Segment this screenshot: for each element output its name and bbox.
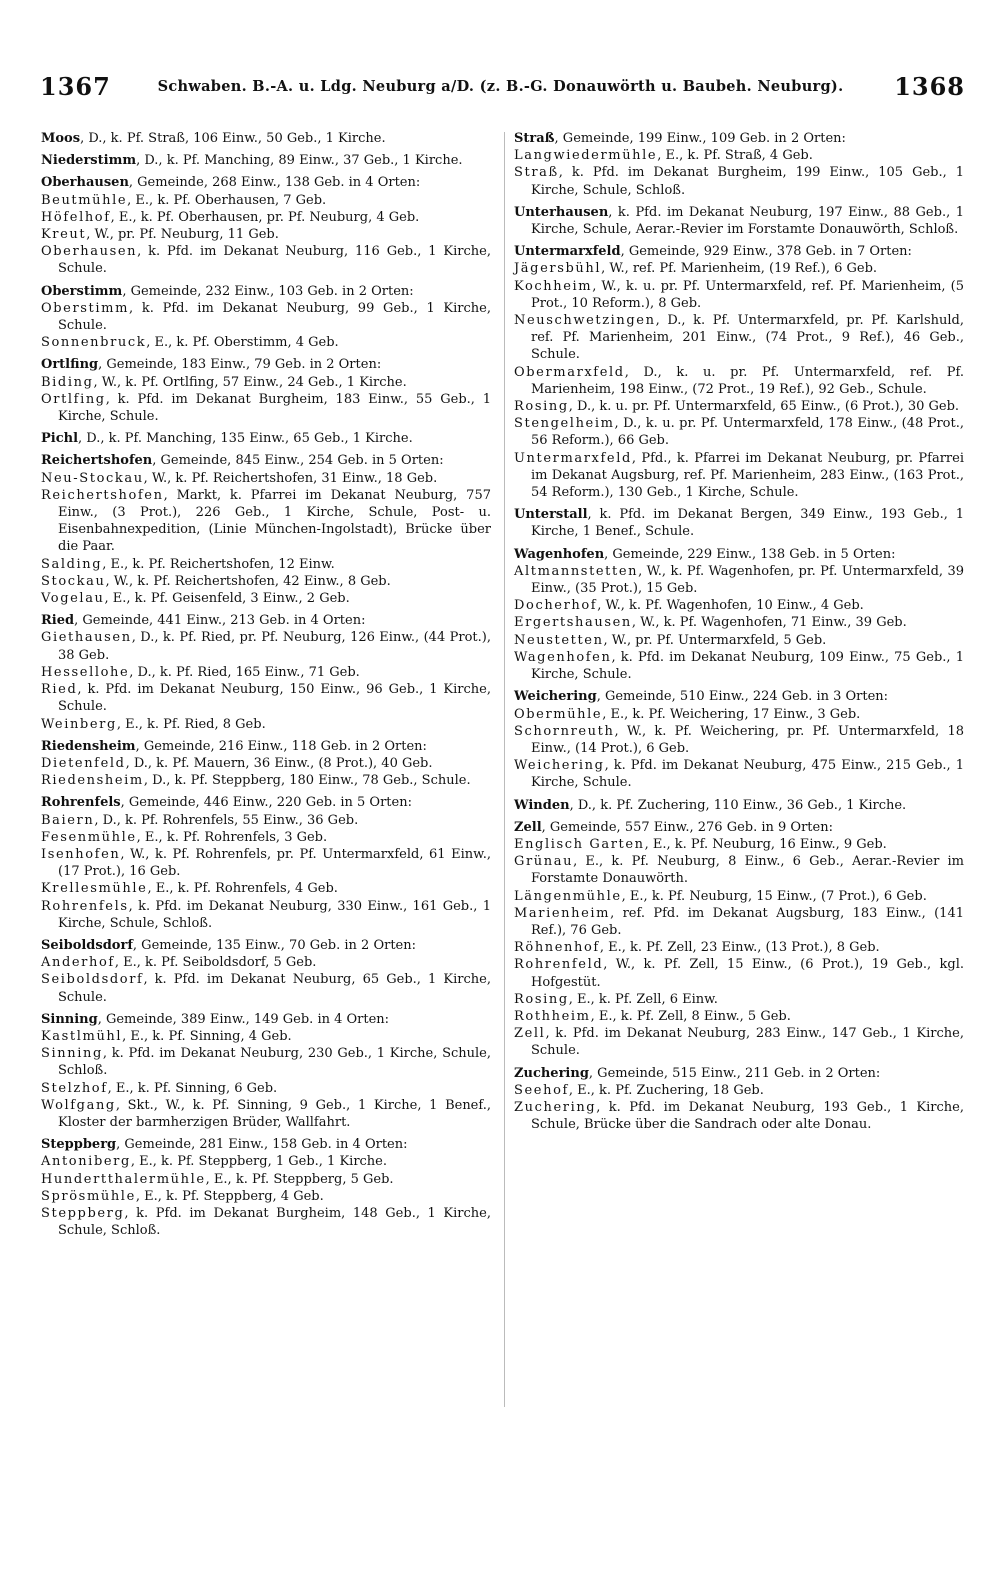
municipality-name: Rohrenfels — [41, 795, 121, 811]
municipality-block — [514, 546, 964, 684]
locality-details: , E., k. Pf. Straß, 4 Geb. — [657, 148, 813, 164]
locality-entry — [41, 556, 491, 573]
locality-name: Anderhof — [41, 955, 115, 971]
locality-details: , E., k. Pf. Rohrenfels, 3 Geb. — [136, 829, 328, 845]
locality-name: Hundertthalermühle — [41, 1171, 206, 1187]
municipality-entry — [41, 452, 491, 469]
locality-entry — [514, 364, 964, 398]
municipality-name: Weichering — [514, 689, 597, 705]
municipality-name: Oberhausen — [41, 175, 129, 191]
locality-entry — [41, 470, 491, 487]
locality-name: Zell — [514, 1026, 546, 1042]
locality-entry — [41, 829, 491, 846]
locality-details: , W., k. Pf. Wagenhofen, 10 Einw., 4 Geb. — [597, 598, 864, 614]
locality-entry — [514, 836, 964, 853]
locality-entry — [514, 1008, 964, 1025]
locality-name: Neustetten — [514, 632, 604, 648]
locality-details: , D., k. Pf. Ried, 165 Einw., 71 Geb. — [129, 664, 360, 680]
locality-details: , E., k. Pf. Sinning, 4 Geb. — [122, 1028, 292, 1044]
municipality-details: , Gemeinde, 229 Einw., 138 Geb. in 5 Orten: — [604, 546, 896, 562]
locality-details: , E., k. Pf. Neuburg, 8 Einw., 6 Geb., Aerar.-Revier im Forstamte Donauwörth. — [531, 854, 964, 887]
locality-details: , W., pr. Pf. Untermarxfeld, 5 Geb. — [603, 632, 827, 648]
locality-details: , E., k. Pf. Rohrenfels, 4 Geb. — [147, 881, 338, 897]
municipality-block — [514, 506, 964, 540]
locality-name: Krellesmühle — [41, 881, 148, 897]
municipality-block — [41, 283, 491, 352]
municipality-name: Wagenhofen — [514, 546, 605, 562]
locality-details: , k. Pfd. im Dekanat Burgheim, 148 Geb., 1 Kirche, Schule, Schloß. — [58, 1205, 491, 1239]
municipality-entry — [514, 546, 964, 563]
municipality-details: , Gemeinde, 510 Einw., 224 Geb. in 3 Orten: — [596, 689, 889, 705]
municipality-details: , D., k. Pf. Manching, 89 Einw., 37 Geb., 1 Kirche. — [136, 153, 463, 169]
municipality-entry — [41, 283, 491, 300]
municipality-details: , k. Pfd. im Dekanat Bergen, 349 Einw., 193 Geb., 1 Kirche, 1 Benef., Schule. — [531, 507, 964, 540]
municipality-name: Sinning — [41, 1011, 98, 1027]
locality-name: Englisch Garten — [514, 836, 645, 852]
locality-details: , W., k. Pf. Zell, 15 Einw., (6 Prot.), 19 Geb., kgl. Hofgestüt. — [531, 957, 964, 990]
locality-entry — [514, 312, 964, 364]
locality-name: Jägersbühl — [514, 261, 602, 277]
municipality-details: , D., k. Pf. Manching, 135 Einw., 65 Geb., 1 Kirche. — [78, 431, 413, 447]
locality-name: Ortlfing — [41, 391, 106, 407]
locality-name: Sinning — [41, 1046, 103, 1062]
locality-name: Antoniberg — [41, 1154, 131, 1170]
locality-name: Sprösmühle — [41, 1188, 136, 1204]
locality-details: , E., k. Pf. Geisenfeld, 3 Einw., 2 Geb. — [104, 591, 350, 607]
locality-entry — [514, 563, 964, 597]
municipality-name: Zell — [514, 819, 542, 835]
municipality-block — [514, 688, 964, 791]
locality-entry — [41, 374, 491, 391]
locality-name: Stockau — [41, 573, 106, 589]
municipality-block — [41, 452, 491, 607]
locality-name: Weichering — [514, 758, 605, 774]
locality-details: , E., k. Pf. Zell, 8 Einw., 5 Geb. — [590, 1008, 791, 1024]
locality-name: Marienheim — [514, 905, 611, 921]
locality-name: Stengelheim — [514, 416, 615, 432]
locality-details: , k. Pfd. im Dekanat Neuburg, 116 Geb., 1 Kirche, Schule. — [58, 244, 491, 277]
locality-details: , E., k. Pf. Seiboldsdorf, 5 Geb. — [114, 955, 317, 971]
municipality-entry — [514, 688, 964, 705]
locality-details: , k. Pfd. im Dekanat Neuburg, 65 Geb., 1 Kirche, Schule. — [58, 972, 491, 1005]
locality-entry — [41, 681, 491, 715]
locality-entry — [41, 971, 491, 1005]
locality-name: Neuschwetzingen — [514, 313, 656, 329]
locality-name: Salding — [41, 556, 103, 572]
locality-name: Kastlmühl — [41, 1028, 123, 1044]
locality-name: Längenmühle — [514, 888, 622, 904]
municipality-name: Seiboldsdorf — [41, 937, 133, 953]
municipality-entry — [41, 738, 491, 755]
municipality-entry — [41, 152, 491, 169]
locality-details: , Markt, k. Pfarrei im Dekanat Neuburg, 757 Einw., (3 Prot.), 226 Geb., 1 Kirche, Schule, Post- u. Eisenbahnexpedition, (Linie München-Ingolstadt), Brücke über die Paar. — [58, 487, 491, 555]
municipality-block — [514, 243, 964, 501]
locality-details: , E., k. Pf. Neuburg, 16 Einw., 9 Geb. — [644, 836, 887, 852]
municipality-entry — [514, 1065, 964, 1082]
locality-details: , E., k. Pf. Neuburg, 15 Einw., (7 Prot.), 6 Geb. — [621, 888, 927, 904]
locality-details: , D., k. Pf. Mauern, 36 Einw., (8 Prot.), 40 Geb. — [125, 755, 433, 771]
municipality-details: , Gemeinde, 515 Einw., 211 Geb. in 2 Orten: — [588, 1065, 881, 1081]
locality-name: Giethausen — [41, 630, 132, 646]
municipality-entry — [41, 1011, 491, 1028]
municipality-details: , Gemeinde, 183 Einw., 79 Geb. in 2 Orten: — [98, 357, 382, 373]
locality-details: , Pfd., k. Pfarrei im Dekanat Neuburg, pr. Pfarrei im Dekanat Augsburg, ref. Pf. Marienheim, 283 Einw., (163 Prot., 54 Reform.), 130 Geb., 1 Kirche, Schule. — [531, 450, 964, 501]
municipality-entry — [41, 612, 491, 629]
locality-name: Biding — [41, 374, 94, 390]
locality-entry — [514, 956, 964, 990]
locality-name: Rothheim — [514, 1008, 591, 1024]
locality-entry — [514, 1025, 964, 1059]
locality-name: Rosing — [514, 399, 569, 415]
locality-entry — [41, 573, 491, 590]
locality-details: , W., k. u. pr. Pf. Untermarxfeld, ref. Pf. Marienheim, (5 Prot., 10 Reform.), 8 Geb. — [531, 278, 964, 311]
locality-entry — [41, 391, 491, 425]
locality-entry — [41, 629, 491, 663]
municipality-details: , Gemeinde, 135 Einw., 70 Geb. in 2 Orten: — [132, 937, 416, 953]
locality-entry — [41, 1097, 491, 1131]
locality-details: , W., ref. Pf. Marienheim, (19 Ref.), 6 Geb. — [601, 261, 878, 277]
locality-entry — [514, 398, 964, 415]
municipality-details: , D., k. Pf. Zuchering, 110 Einw., 36 Geb., 1 Kirche. — [569, 797, 907, 813]
municipality-block — [41, 937, 491, 1006]
municipality-block — [514, 797, 964, 814]
locality-name: Langwiedermühle — [514, 148, 658, 164]
locality-entry — [514, 706, 964, 723]
locality-entry — [41, 300, 491, 334]
locality-name: Höfelhof — [41, 209, 111, 225]
municipality-name: Moos — [41, 131, 81, 146]
locality-details: , D., k. Pf. Ried, pr. Pf. Neuburg, 126 Einw., (44 Prot.), 38 Geb. — [58, 630, 491, 663]
locality-details: , E., k. Pf. Zell, 6 Einw. — [568, 991, 718, 1007]
locality-details: , E., k. Pf. Weichering, 17 Einw., 3 Geb. — [602, 706, 861, 722]
locality-details: , k. Pfd. im Dekanat Neuburg, 109 Einw., 75 Geb., 1 Kirche, Schule. — [531, 649, 964, 683]
municipality-name: Reichertshofen — [41, 453, 153, 469]
municipality-block — [514, 130, 964, 199]
right-column — [514, 130, 964, 1138]
locality-name: Röhnenhof — [514, 940, 600, 956]
locality-name: Oberhausen — [41, 244, 138, 260]
locality-name: Reichertshofen — [41, 487, 164, 503]
locality-entry — [41, 1153, 491, 1170]
municipality-entry — [514, 797, 964, 814]
locality-name: Rosing — [514, 991, 569, 1007]
locality-entry — [514, 905, 964, 939]
municipality-details: , Gemeinde, 232 Einw., 103 Geb. in 2 Orten: — [122, 283, 414, 299]
municipality-block — [41, 738, 491, 790]
locality-details: , D., k. Pf. Rohrenfels, 55 Einw., 36 Geb. — [94, 812, 359, 828]
locality-name: Baiern — [41, 812, 95, 828]
municipality-details: , Gemeinde, 441 Einw., 213 Geb. in 4 Orten: — [74, 613, 366, 629]
locality-details: , W., k. Pf. Wagenhofen, 71 Einw., 39 Geb. — [631, 615, 907, 631]
locality-details: , k. Pfd. im Dekanat Neuburg, 475 Einw., 215 Geb., 1 Kirche, Schule. — [531, 758, 964, 791]
locality-details: , k. Pfd. im Dekanat Burgheim, 183 Einw., 55 Geb., 1 Kirche, Schule. — [58, 391, 491, 425]
municipality-details: , k. Pfd. im Dekanat Neuburg, 197 Einw., 88 Geb., 1 Kirche, Schule, Aerar.-Revier im Forstamte Donauwörth, Schloß. — [531, 204, 964, 238]
locality-entry — [41, 1205, 491, 1239]
municipality-details: , Gemeinde, 446 Einw., 220 Geb. in 5 Orten: — [120, 795, 412, 811]
municipality-name: Ried — [41, 613, 75, 629]
locality-name: Weinberg — [41, 716, 117, 732]
locality-name: Seehof — [514, 1082, 569, 1098]
municipality-block — [41, 430, 491, 447]
municipality-block — [41, 612, 491, 732]
locality-name: Schornreuth — [514, 723, 615, 739]
municipality-block — [514, 819, 964, 1060]
locality-details: , k. Pfd. im Dekanat Burgheim, 199 Einw., 105 Geb., 1 Kirche, Schule, Schloß. — [531, 165, 964, 198]
municipality-block — [514, 1065, 964, 1134]
locality-entry — [514, 164, 964, 198]
locality-entry — [514, 278, 964, 312]
locality-name: Rohrenfeld — [514, 957, 604, 973]
locality-entry — [41, 1045, 491, 1079]
municipality-entry — [41, 130, 491, 147]
locality-entry — [514, 415, 964, 449]
locality-name: Isenhofen — [41, 846, 121, 862]
locality-name: Straß — [514, 165, 559, 181]
municipality-name: Steppberg — [41, 1137, 117, 1153]
locality-name: Kochheim — [514, 278, 593, 294]
locality-entry — [514, 888, 964, 905]
municipality-entry — [41, 356, 491, 373]
locality-entry — [514, 614, 964, 631]
locality-entry — [41, 334, 491, 351]
municipality-entry — [41, 174, 491, 191]
municipality-block — [41, 130, 491, 147]
locality-name: Vogelau — [41, 591, 105, 607]
page-number-right: 1368 — [894, 72, 965, 101]
municipality-name: Straß — [514, 131, 555, 146]
locality-details: , E., k. Pf. Zell, 23 Einw., (13 Prot.), 8 Geb. — [599, 940, 880, 956]
page-header — [40, 72, 965, 112]
locality-details: , Skt., W., k. Pf. Sinning, 9 Geb., 1 Kirche, 1 Benef., Kloster der barmherzigen Brüder, Wallfahrt. — [58, 1097, 491, 1130]
locality-name: Wolfgang — [41, 1097, 116, 1113]
municipality-entry — [514, 506, 964, 540]
locality-name: Neu-Stockau — [41, 470, 144, 486]
locality-entry — [514, 649, 964, 683]
locality-entry — [514, 260, 964, 277]
locality-entry — [514, 632, 964, 649]
locality-entry — [514, 597, 964, 614]
locality-name: Steppberg — [41, 1205, 125, 1221]
locality-name: Docherhof — [514, 598, 598, 614]
locality-details: , k. Pfd. im Dekanat Neuburg, 193 Geb., 1 Kirche, Schule, Brücke über die Sandrach oder alte Donau. — [531, 1099, 964, 1133]
municipality-entry — [41, 430, 491, 447]
municipality-name: Winden — [514, 797, 570, 813]
locality-entry — [41, 772, 491, 789]
locality-details: , E., k. Pf. Oberstimm, 4 Geb. — [146, 335, 339, 351]
municipality-name: Unterhausen — [514, 204, 609, 220]
locality-details: , D., k. Pf. Steppberg, 180 Einw., 78 Geb., Schule. — [143, 773, 471, 789]
locality-details: , W., k. Pf. Wagenhofen, pr. Pf. Untermarxfeld, 39 Einw., (35 Prot.), 15 Geb. — [531, 563, 964, 597]
municipality-name: Riedensheim — [41, 738, 136, 754]
locality-entry — [514, 450, 964, 502]
locality-name: Rohrenfels — [41, 898, 129, 914]
municipality-details: , Gemeinde, 845 Einw., 254 Geb. in 5 Orten: — [152, 453, 444, 469]
locality-name: Dietenfeld — [41, 755, 126, 771]
locality-entry — [41, 755, 491, 772]
municipality-details: , D., k. Pf. Straß, 106 Einw., 50 Geb., 1 Kirche. — [80, 131, 386, 146]
locality-name: Obermarxfeld — [514, 364, 625, 380]
locality-entry — [41, 226, 491, 243]
municipality-block — [41, 1136, 491, 1239]
locality-details: , W., k. Pf. Reichertshofen, 42 Einw., 8 Geb. — [105, 573, 391, 589]
locality-entry — [41, 954, 491, 971]
locality-details: , E., k. Pf. Steppberg, 5 Geb. — [205, 1171, 394, 1187]
municipality-entry — [41, 794, 491, 811]
locality-details: , k. Pfd. im Dekanat Neuburg, 330 Einw., 161 Geb., 1 Kirche, Schule, Schloß. — [58, 898, 491, 931]
left-column — [41, 130, 491, 1244]
municipality-name: Oberstimm — [41, 283, 123, 299]
municipality-entry — [514, 819, 964, 836]
locality-name: Ergertshausen — [514, 615, 632, 631]
locality-entry — [514, 147, 964, 164]
locality-details: , E., k. Pf. Steppberg, 1 Geb., 1 Kirche. — [130, 1154, 388, 1170]
locality-details: , W., k. Pf. Rohrenfels, pr. Pf. Untermarxfeld, 61 Einw., (17 Prot.), 16 Geb. — [58, 846, 491, 880]
locality-entry — [41, 1171, 491, 1188]
locality-entry — [41, 812, 491, 829]
locality-entry — [514, 757, 964, 791]
locality-details: , k. Pfd. im Dekanat Neuburg, 150 Einw., 96 Geb., 1 Kirche, Schule. — [58, 682, 491, 715]
municipality-block — [41, 174, 491, 277]
locality-entry — [41, 209, 491, 226]
municipality-name: Niederstimm — [41, 153, 137, 169]
municipality-details: , Gemeinde, 389 Einw., 149 Geb. in 4 Orten: — [97, 1011, 390, 1027]
locality-entry — [41, 846, 491, 880]
locality-name: Stelzhof — [41, 1080, 108, 1096]
municipality-details: , Gemeinde, 929 Einw., 378 Geb. in 7 Orten: — [620, 244, 912, 260]
locality-name: Untermarxfeld — [514, 450, 632, 466]
locality-name: Wagenhofen — [514, 649, 612, 665]
locality-details: , D., k. u. pr. Pf. Untermarxfeld, 178 Einw., (48 Prot., 56 Reform.), 66 Geb. — [531, 416, 964, 449]
municipality-block — [514, 204, 964, 238]
locality-name: Riedensheim — [41, 773, 144, 789]
locality-entry — [41, 664, 491, 681]
municipality-entry — [41, 937, 491, 954]
municipality-name: Ortlfing — [41, 357, 99, 373]
locality-details: , E., k. Pf. Oberhausen, 7 Geb. — [127, 192, 327, 208]
locality-details: , k. Pfd. im Dekanat Neuburg, 99 Geb., 1 Kirche, Schule. — [58, 300, 491, 334]
locality-details: , W., k. Pf. Weichering, pr. Pf. Untermarxfeld, 18 Einw., (14 Prot.), 6 Geb. — [531, 723, 964, 756]
municipality-details: , Gemeinde, 216 Einw., 118 Geb. in 2 Orten: — [135, 738, 427, 754]
municipality-entry — [514, 130, 964, 147]
locality-name: Hessellohe — [41, 664, 130, 680]
locality-details: , E., k. Pf. Steppberg, 4 Geb. — [135, 1188, 324, 1204]
locality-details: , D., k. Pf. Untermarxfeld, pr. Pf. Karlshuld, ref. Pf. Marienheim, 201 Einw., (74 Prot., 9 Ref.), 46 Geb., Schule. — [531, 313, 964, 363]
locality-entry — [41, 243, 491, 277]
locality-entry — [514, 1082, 964, 1099]
locality-name: Grünau — [514, 854, 574, 870]
municipality-block — [41, 152, 491, 169]
municipality-name: Unterstall — [514, 507, 588, 523]
municipality-block — [41, 1011, 491, 1131]
locality-details: , E., k. Pf. Oberhausen, pr. Pf. Neuburg, 4 Geb. — [110, 209, 420, 225]
locality-entry — [41, 1028, 491, 1045]
municipality-entry — [514, 243, 964, 260]
locality-entry — [514, 1099, 964, 1133]
locality-entry — [514, 723, 964, 757]
locality-details: , ref. Pfd. im Dekanat Augsburg, 183 Einw., (141 Ref.), 76 Geb. — [531, 905, 964, 938]
locality-details: , E., k. Pf. Sinning, 6 Geb. — [107, 1080, 278, 1096]
locality-name: Oberstimm — [41, 300, 129, 316]
locality-details: , W., pr. Pf. Neuburg, 11 Geb. — [86, 227, 279, 243]
locality-entry — [514, 991, 964, 1008]
municipality-entry — [514, 204, 964, 238]
locality-name: Zuchering — [514, 1099, 597, 1115]
municipality-name: Zuchering — [514, 1065, 589, 1081]
municipality-block — [41, 356, 491, 425]
locality-details: , k. Pfd. im Dekanat Neuburg, 230 Geb., 1 Kirche, Schule, Schloß. — [58, 1046, 491, 1079]
locality-entry — [41, 192, 491, 209]
locality-entry — [41, 880, 491, 897]
locality-details: , D., k. u. pr. Pf. Untermarxfeld, 65 Einw., (6 Prot.), 30 Geb. — [568, 399, 960, 415]
locality-details: , E., k. Pf. Ried, 8 Geb. — [116, 716, 266, 732]
locality-details: , E., k. Pf. Zuchering, 18 Geb. — [568, 1082, 764, 1098]
locality-name: Ried — [41, 682, 78, 698]
locality-name: Obermühle — [514, 706, 603, 722]
municipality-block — [41, 794, 491, 932]
locality-details: , k. Pfd. im Dekanat Neuburg, 283 Einw., 147 Geb., 1 Kirche, Schule. — [531, 1026, 964, 1059]
locality-name: Seiboldsdorf — [41, 972, 144, 988]
locality-details: , W., k. Pf. Ortlfing, 57 Einw., 24 Geb., 1 Kirche. — [93, 374, 407, 390]
municipality-details: , Gemeinde, 281 Einw., 158 Geb. in 4 Orten: — [116, 1137, 408, 1153]
locality-entry — [41, 716, 491, 733]
locality-name: Kreut — [41, 227, 87, 243]
locality-details: , D., k. u. pr. Pf. Untermarxfeld, ref. Pf. Marienheim, 198 Einw., (72 Prot., 19 Ref.), 92 Geb., Schule. — [531, 364, 964, 397]
locality-name: Beutmühle — [41, 192, 128, 208]
locality-entry — [41, 1188, 491, 1205]
municipality-details: , Gemeinde, 557 Einw., 276 Geb. in 9 Orten: — [541, 819, 833, 835]
municipality-name: Untermarxfeld — [514, 244, 621, 260]
locality-entry — [41, 590, 491, 607]
locality-name: Fesenmühle — [41, 829, 137, 845]
municipality-details: , Gemeinde, 268 Einw., 138 Geb. in 4 Orten: — [128, 175, 421, 191]
locality-entry — [41, 898, 491, 932]
locality-name: Sonnenbruck — [41, 335, 147, 351]
locality-details: , W., k. Pf. Reichertshofen, 31 Einw., 18 Geb. — [143, 470, 438, 486]
locality-entry — [41, 487, 491, 556]
locality-name: Altmannstetten — [514, 563, 639, 579]
municipality-details: , Gemeinde, 199 Einw., 109 Geb. in 2 Orten: — [554, 131, 846, 146]
running-title: Schwaben. B.-A. u. Ldg. Neuburg a/D. (z. B.-G. Donauwörth u. Baubeh. Neuburg). — [157, 78, 844, 95]
municipality-name: Pichl — [41, 431, 79, 447]
page-number-left: 1367 — [40, 72, 111, 101]
column-divider — [504, 132, 505, 1407]
locality-entry — [41, 1080, 491, 1097]
municipality-entry — [41, 1136, 491, 1153]
locality-details: , E., k. Pf. Reichertshofen, 12 Einw. — [102, 556, 335, 572]
locality-entry — [514, 853, 964, 887]
locality-entry — [514, 939, 964, 956]
